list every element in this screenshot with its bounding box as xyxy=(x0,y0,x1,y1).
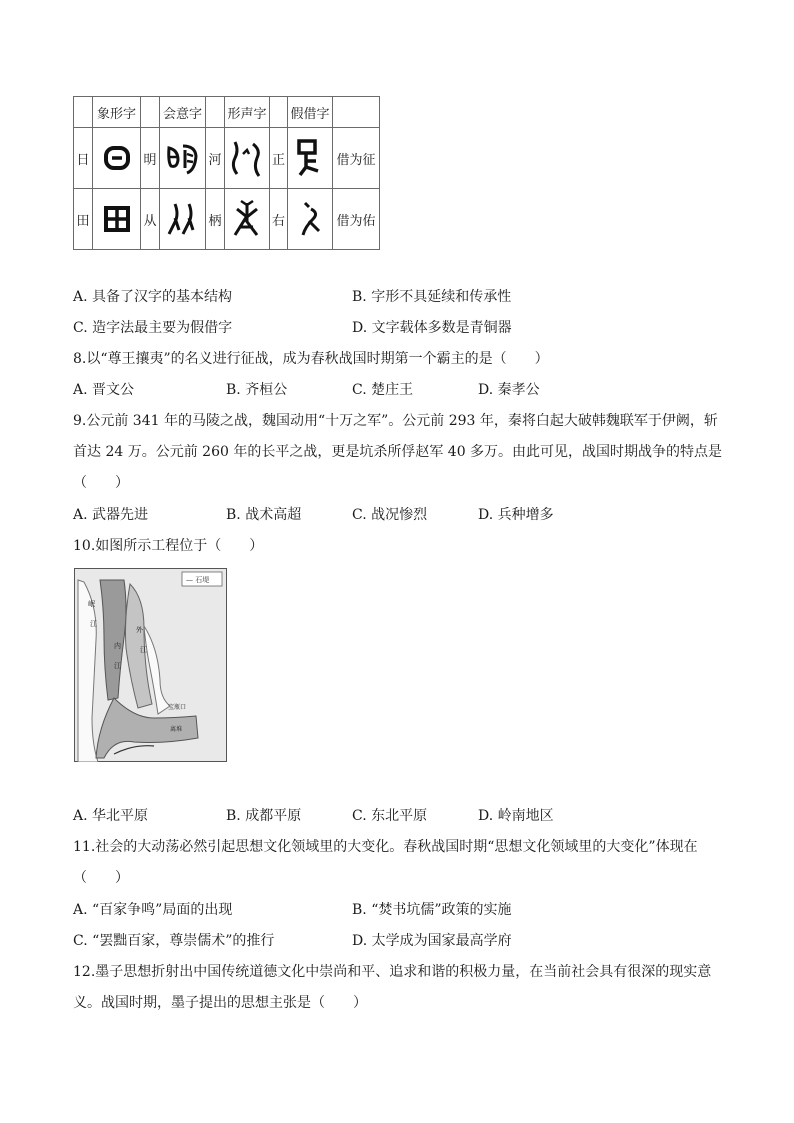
loan-note: 借为佑 xyxy=(333,189,380,250)
oracle-bing-icon xyxy=(229,199,265,239)
header-ideographic: 会意字 xyxy=(160,97,206,128)
modern-char: 右 xyxy=(270,189,288,250)
q11-stem-line1: 11.社会的大动荡必然引起思想文化领域里的大变化。春秋战国时期“思想文化领域里的大变化”体现在 xyxy=(73,839,698,855)
q10-option-a[interactable]: A. 华北平原 xyxy=(73,808,149,824)
modern-char: 日 xyxy=(74,128,93,189)
q11-option-b[interactable]: B. “焚书坑儒”政策的实施 xyxy=(352,902,512,918)
oracle-ming-icon xyxy=(165,140,201,176)
q8-stem: 8.以“尊王攘夷”的名义进行征战，成为春秋战国时期第一个霸主的是（ ） xyxy=(73,351,549,367)
q10-option-b[interactable]: B. 成都平原 xyxy=(226,808,302,824)
table-row xyxy=(74,189,380,250)
dujiangyan-map xyxy=(74,568,227,762)
q7-option-b[interactable]: B. 字形不具延续和传承性 xyxy=(352,289,512,305)
map-label: 外 xyxy=(136,626,143,634)
map-label: 江 xyxy=(140,646,147,654)
map-label: 宝瓶口 xyxy=(168,704,187,711)
q11-option-a[interactable]: A. “百家争鸣”局面的出现 xyxy=(73,902,233,918)
map-legend: — 石堤 xyxy=(186,576,210,584)
oracle-zheng-icon xyxy=(292,137,328,179)
oracle-he-icon xyxy=(229,138,265,178)
header-pictographic: 象形字 xyxy=(93,97,141,128)
q9-stem-line3: （ ） xyxy=(73,475,129,491)
map-label: 江 xyxy=(114,662,121,670)
q7-option-c[interactable]: C. 造字法最主要为假借字 xyxy=(73,320,233,336)
q12-stem-line2: 义。战国时期，墨子提出的思想主张是（ ） xyxy=(73,995,367,1011)
q9-option-d[interactable]: D. 兵种增多 xyxy=(478,507,554,523)
q11-stem-line2: （ ） xyxy=(73,870,129,886)
q8-option-c[interactable]: C. 楚庄王 xyxy=(352,382,414,398)
q10-stem: 10.如图所示工程位于（ ） xyxy=(73,538,264,554)
q7-option-a[interactable]: A. 具备了汉字的基本结构 xyxy=(73,289,233,305)
q11-option-c[interactable]: C. “罢黜百家，尊崇儒术”的推行 xyxy=(73,933,275,949)
q8-option-d[interactable]: D. 秦孝公 xyxy=(478,382,540,398)
oracle-script-table xyxy=(73,96,380,250)
header-loan: 假借字 xyxy=(288,97,333,128)
q9-stem-line1: 9.公元前 341 年的马陵之战，魏国动用“十万之军”。公元前 293 年，秦将白起大破韩魏联军于伊阙，斩 xyxy=(73,413,718,429)
header-phonetic: 形声字 xyxy=(225,97,270,128)
q8-option-b[interactable]: B. 齐桓公 xyxy=(226,382,288,398)
q9-option-c[interactable]: C. 战况惨烈 xyxy=(352,507,428,523)
oracle-cong-icon xyxy=(165,200,201,238)
q9-option-b[interactable]: B. 战术高超 xyxy=(226,507,302,523)
q12-stem-line1: 12.墨子思想折射出中国传统道德文化中崇尚和平、追求和谐的积极力量，在当前社会具有很深的现实意 xyxy=(73,964,712,980)
map-label: 岷 xyxy=(88,600,95,608)
table-row xyxy=(74,128,380,189)
loan-note: 借为征 xyxy=(333,128,380,189)
q11-option-d[interactable]: D. 太学成为国家最高学府 xyxy=(352,933,512,949)
map-label: 江 xyxy=(90,620,97,628)
q10-option-d[interactable]: D. 岭南地区 xyxy=(478,808,554,824)
table-header-row xyxy=(74,97,380,128)
modern-char: 明 xyxy=(141,128,160,189)
oracle-you-icon xyxy=(295,199,325,239)
oracle-ri-icon xyxy=(100,141,134,175)
oracle-tian-icon xyxy=(101,203,133,235)
map-label: 离堆 xyxy=(170,726,183,733)
map-label: 内 xyxy=(114,642,121,650)
modern-char: 从 xyxy=(141,189,160,250)
q10-option-c[interactable]: C. 东北平原 xyxy=(352,808,428,824)
modern-char: 田 xyxy=(74,189,93,250)
q7-option-d[interactable]: D. 文字载体多数是青铜器 xyxy=(352,320,512,336)
modern-char: 河 xyxy=(206,128,225,189)
q9-option-a[interactable]: A. 武器先进 xyxy=(73,507,149,523)
q9-stem-line2: 首达 24 万。公元前 260 年的长平之战，更是坑杀所俘赵军 40 多万。由此可见，战国时期战争的特点是 xyxy=(73,444,723,460)
q8-option-a[interactable]: A. 晋文公 xyxy=(73,382,135,398)
modern-char: 正 xyxy=(270,128,288,189)
modern-char: 柄 xyxy=(206,189,225,250)
